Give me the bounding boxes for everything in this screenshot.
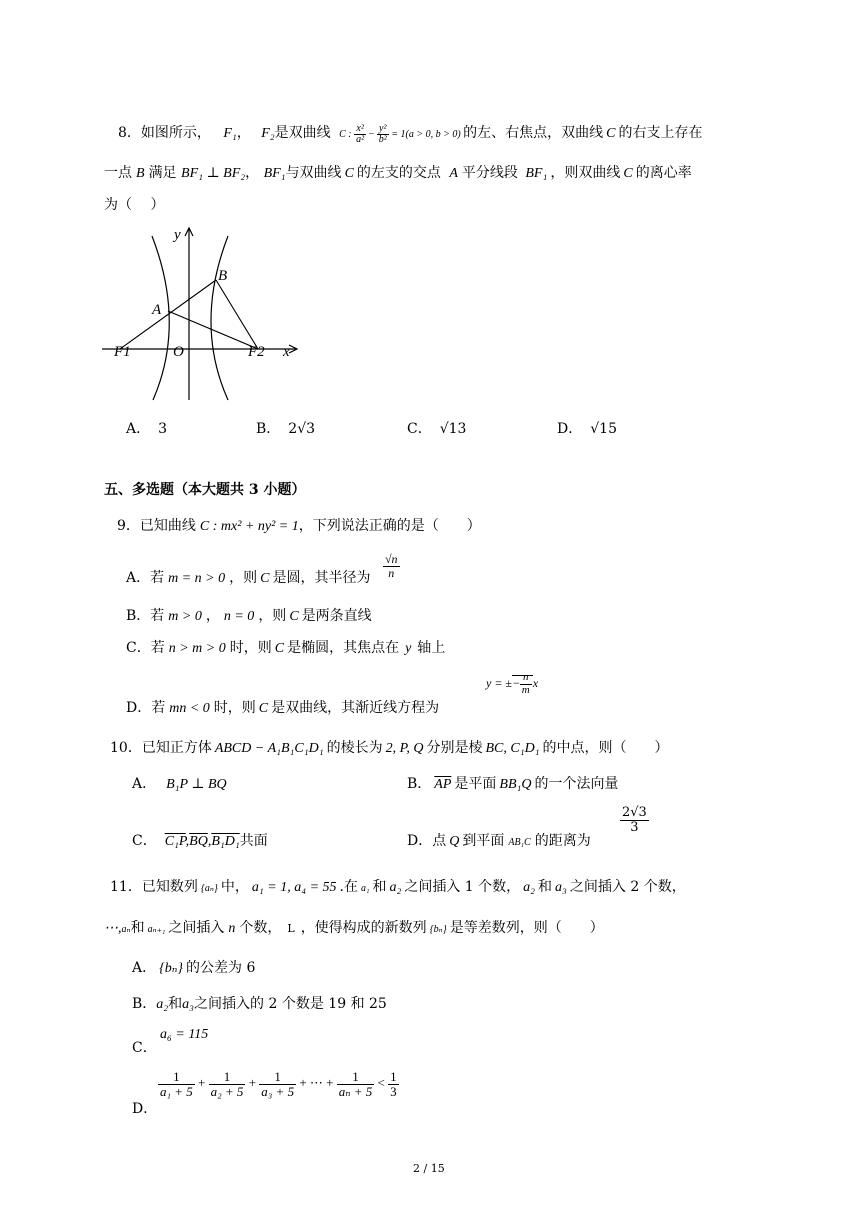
q8-option-c: C． √13 xyxy=(407,421,467,437)
q11-option-a: A． {bₙ} 的公差为 6 xyxy=(132,960,256,976)
line-b-f2 xyxy=(216,280,258,349)
q8-line1: 8．如图所示， F₁， F₂是双曲线 C : $\frac{\text{x²}}{\text{a²}}$ − $\frac{\text{y²}}{\text{b²}}$ = 1(a > 0, b > 0) 的左、右焦点，双曲线 C 的右支上存在 xyxy=(118,122,703,146)
label-a: A xyxy=(152,302,162,318)
distance-fraction: $\frac{2√3}{3}$ xyxy=(622,805,647,835)
q10-option-d: D．点 Q 到平面 AB₁C 的距离为 xyxy=(407,833,591,849)
reciprocal-sum-inequality: $\frac{1}{\text{a₁ + 5}}$ + $\frac{1}{\text{a₂ + 5}}$ + $\frac{1}{\text{a₃ + 5}}$ + ⋯ + $\frac{1}{\text{aₙ + 5}}$ < $\frac{1}{3}$ xyxy=(160,1069,397,1099)
q11-line1: 11．已知数列 {aₙ} 中， a₁ = 1, a₄ = 55 .在 a₁ 和 a₂ 之间插入 1 个数， a₂ 和 a₃ 之间插入 2 个数， xyxy=(110,879,686,895)
left-branch xyxy=(152,236,169,400)
q9-option-a: A．若 m = n > 0 ，则 C 是圆，其半径为 $\frac{√n}{n}$ xyxy=(126,552,398,587)
q10-option-b: B． $\overline{AP}$ 是平面 BB₁Q 的一个法向量 xyxy=(407,776,619,792)
label-o: O xyxy=(173,344,184,360)
q9-option-c: C．若 n > m > 0 时，则 C 是椭圆，其焦点在 y 轴上 xyxy=(126,640,446,656)
label-b: B xyxy=(218,268,228,284)
q10-option-a: A． B₁P ⊥ BQ xyxy=(132,776,227,792)
q11-option-b: B．a₂和a₃之间插入的 2 个数是 19 和 25 xyxy=(132,996,387,1012)
q11-line2: ⋯,aₙ和 aₙ₊₁ 之间插入 n 个数， L ，使得构成的新数列 {bₙ} 是等差数列，则（ ） xyxy=(104,920,604,936)
page-number: 2 / 15 xyxy=(413,1162,445,1175)
label-x: x xyxy=(283,344,290,360)
label-f2: F2 xyxy=(248,344,265,360)
q10-option-c: C． $C_1P,\overline{BQ},B_1D_1$共面 xyxy=(132,833,268,849)
q11-option-d-label: D． xyxy=(132,1101,158,1117)
hyperbola-equation: C : $\frac{\text{x²}}{\text{a²}}$ − $\frac{\text{y²}}{\text{b²}}$ = 1(a > 0, b > 0) xyxy=(339,122,461,146)
q8-line3: 为（ ） xyxy=(104,197,165,213)
right-branch xyxy=(211,236,228,400)
f1-symbol: F₁ xyxy=(223,126,237,141)
q9-option-d: D．若 mn < 0 时，则 C 是双曲线，其渐近线方程为 xyxy=(126,700,440,716)
hyperbola-figure xyxy=(100,222,305,402)
label-y: y xyxy=(174,227,181,243)
q10-stem: 10．已知正方体 ABCD − A₁B₁C₁D₁ 的棱长为 2, P, Q 分别是棱 BC, C₁D₁ 的中点，则（ ） xyxy=(110,740,669,756)
q11-option-c: C． xyxy=(132,1040,157,1056)
q8-option-b: B． 2√3 xyxy=(256,421,316,437)
q8-option-d: D． √15 xyxy=(557,421,617,437)
a6-equation: a₆ = 115 xyxy=(160,1027,209,1042)
perp-condition: BF₁ ⊥ BF₂ xyxy=(181,166,246,181)
q8-number: 8． xyxy=(118,125,141,141)
section-heading: 五、多选题（本大题共 3 小题） xyxy=(104,482,306,498)
q8-line2: 一点 B 满足 BF₁ ⊥ BF₂， BF₁与双曲线 C 的左支的交点 A 平分线段 BF₁ ，则双曲线 C 的离心率 xyxy=(104,165,692,181)
q9-stem: 9．已知曲线 C : mx² + ny² = 1，下列说法正确的是（ ） xyxy=(117,518,481,534)
label-f1: F1 xyxy=(114,344,131,360)
q9-option-b: B．若 m > 0 ， n = 0 ，则 C 是两条直线 xyxy=(126,608,372,624)
q8-option-a: A． 3 xyxy=(126,421,168,437)
f2-symbol: F₂ xyxy=(261,126,275,141)
asymptote-equation: y = ±− $\frac{n}{m}$ x xyxy=(486,671,539,696)
